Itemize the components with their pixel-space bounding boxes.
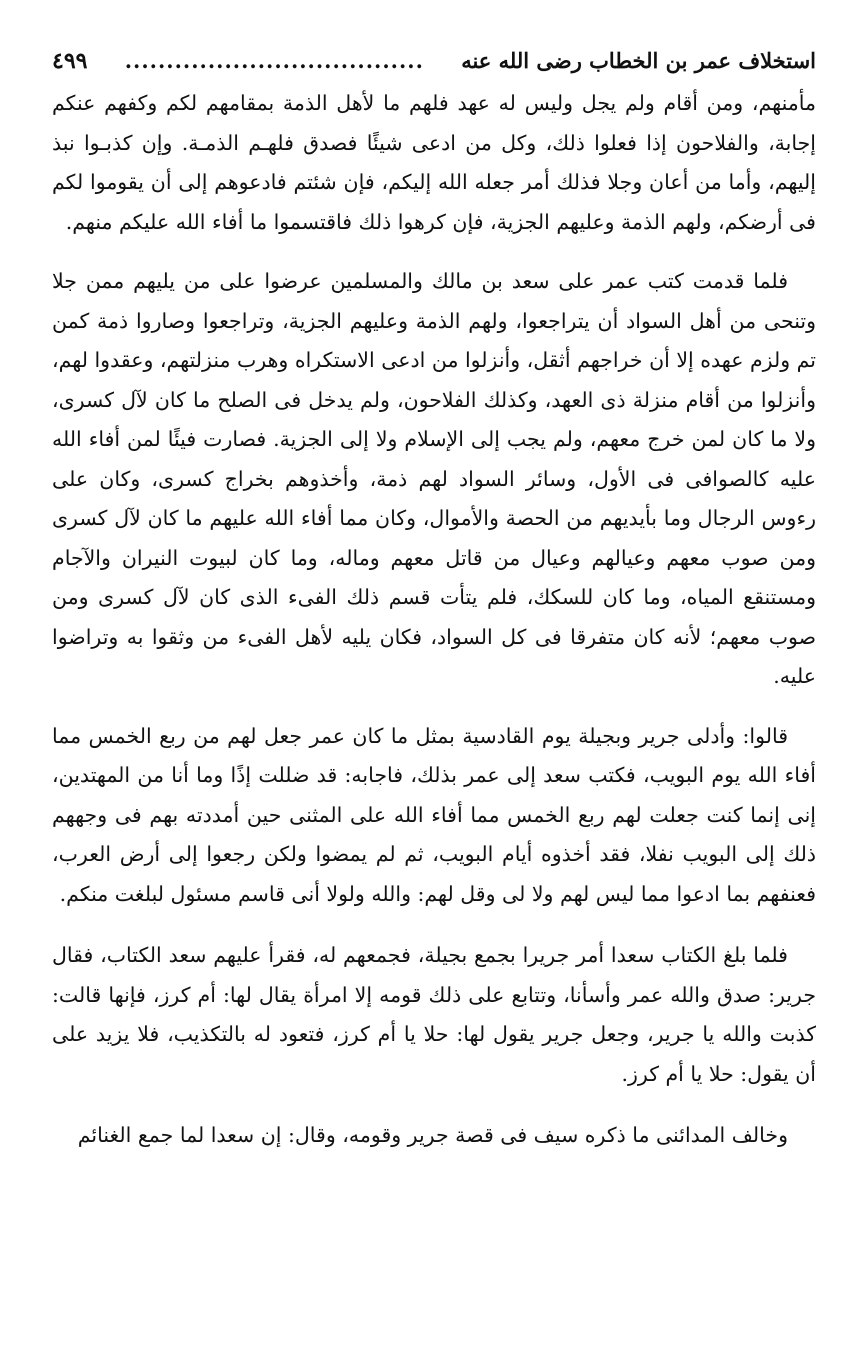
book-page [52, 38, 816, 1156]
paragraph-3: قالوا: وأدلى جرير وبجيلة يوم القادسية بمثل ما كان عمر جعل لهم من ربع الخمس مما أفاء الله يوم البويب، فكتب سعد إلى عمر بذلك، فاجابه: قد ضللت إذًا وما أنا من المهتدين، إنى إنما كنت جعلت لهم ربع الخمس مما أفاء الله على المثنى حين أمددته بهم فى وجههم ذلك إلى البويب نفلا، فقد أخذوه أيام البويب، ثم لم يمضوا ولكن رجعوا إلى أرض العرب، فعنفهم بما ادعوا مما ليس لهم ولا لى وقل لهم: والله ولولا أنى قاسم مسئول لبلغت منكم. [52, 723, 816, 906]
page-number: ٤٩٩ [52, 48, 88, 74]
running-header [52, 38, 816, 84]
header-leader-dots: .................................... [124, 48, 424, 73]
paragraph-5: وخالف المدائنى ما ذكره سيف فى قصة جرير وقومه، وقال: إن سعدا لما جمع الغنائم [77, 1123, 788, 1147]
header-title: استخلاف عمر بن الخطاب رضى الله عنه [461, 48, 816, 73]
paragraph-1: مأمنهم، ومن أقام ولم يجل وليس له عهد فلهم ما لأهل الذمة بمقامهم لكم وكفهم عنكم إجابة، والفلاحون إذا فعلوا ذلك، وكل من ادعى شيئًا فصدق فلهـم الذمـة. وإن كذبـوا نبذ إليهم، وأما من أعان وجلا فذلك أمر جعله الله إليكم، فإن شئتم فادعوهم إلى أن يقوموا لكم فى أرضكم، ولهم الذمة وعليهم الجزية، فإن كرهوا ذلك فاقتسموا ما أفاء الله عليكم منهم. [52, 91, 816, 234]
paragraph-2: فلما قدمت كتب عمر على سعد بن مالك والمسلمين عرضوا على من يليهم ممن جلا وتنحى من أهل السواد أن يتراجعوا، ولهم الذمة وعليهم الجزية، وتراجعوا وصاروا ذمة كمن تم ولزم عهده إلا أن خراجهم أثقل، وأنزلوا من ادعى الاستكراه وهرب منزلتهم، وعقدوا لهم، وأنزلوا من أقام منزلة ذى العهد، وكذلك الفلاحون، ولم يدخل فى الصلح ما كان لآل كسرى، ولا ما كان لمن خرج معهم، ولم يجب إلى الإسلام ولا إلى الجزية. فصارت فيئًا لمن أفاء الله عليه كالصوافى فى الأول، وسائر السواد لهم ذمة، وأخذوهم بخراج كسرى، وكان على رءوس الرجال وما بأيديهم من الحصة والأموال، وكان مما أفاء الله عليهم ما كان لآل كسرى ومن صوب معهم وعيالهم وعيال من قاتل معهم وماله، وما كان لبيوت النيران والآجام ومستنقع المياه، وما كان للسكك، فلم يتأت قسم ذلك الفىء الذى كان لآل كسرى ومن صوب معهم؛ لأنه كان متفرقا فى كل السواد، فكان يليه لأهل الفىء من وثقوا به وتراضوا عليه. [52, 269, 816, 688]
paragraph-4: فلما بلغ الكتاب سعدا أمر جريرا بجمع بجيلة، فجمعهم له، فقرأ عليهم سعد الكتاب، فقال جرير: صدق والله عمر وأسأنا، وتتابع على ذلك قومه إلا امرأة يقال لها: أم كرز، فإنها قالت: كذبت والله يا جرير، وجعل جرير يقول لها: حلا يا أم كرز، فتعود له بالتكذيب، فلا يزيد على أن يقول: حلا يا أم كرز. [52, 943, 816, 1086]
